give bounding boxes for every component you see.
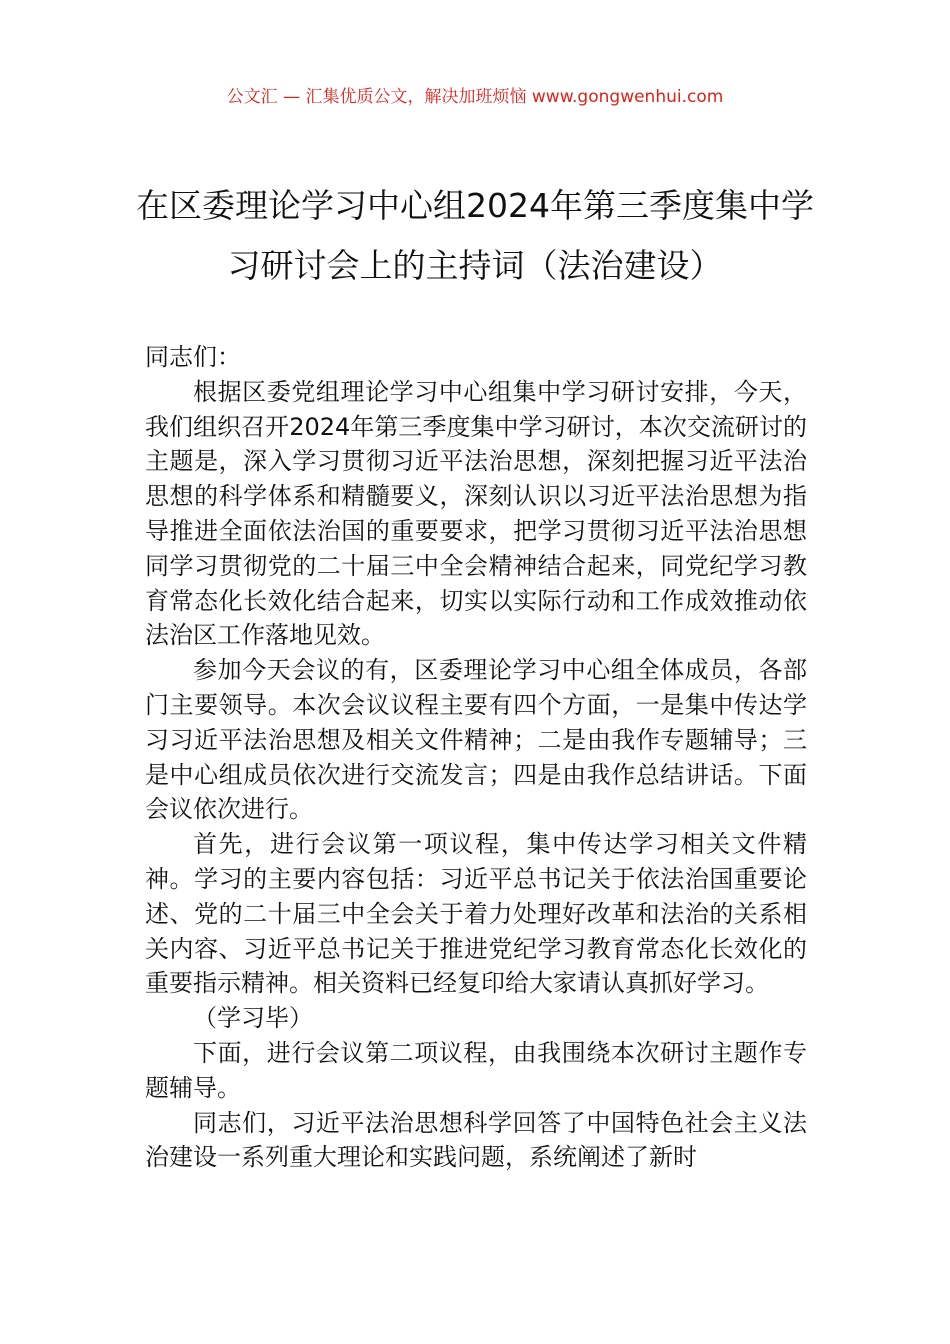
paragraph: 下面，进行会议第二项议程，由我围绕本次研讨主题作专题辅导。 <box>145 1038 807 1102</box>
header-banner: 公文汇 — 汇集优质公文，解决加班烦恼 www.gongwenhui.com <box>226 87 724 107</box>
paragraph: 首先，进行会议第一项议程，集中传达学习相关文件精神。学习的主要内容包括：习近平总书记关于依法治国重要论述、党的二十届三中全会关于着力处理好改革和法治的关系相关内容、习近平总书记关于推进党纪学习教育常态化长效化的重要指示精神。相关资料已经复印给大家请认真抓好学习。 <box>145 830 807 998</box>
paragraph: 根据区委党组理论学习中心组集中学习研讨安排，今天，我们组织召开2024年第三季度集中学习研讨，本次交流研讨的主题是，深入学习贯彻习近平法治思想，深刻把握习近平法治思想的科学体系和精髓要义，深刻认识以习近平法治思想为指导推进全面依法治国的重要要求，把学习贯彻习近平法治思想同学习贯彻党的二十届三中全会精神结合起来，同党纪学习教育常态化长效化结合起来，切实以实际行动和工作成效推动依法治区工作落地见效。 <box>145 377 807 650</box>
paragraph: 同志们，习近平法治思想科学回答了中国特色社会主义法治建设一系列重大理论和实践问题，系统阐述了新时 <box>145 1108 807 1172</box>
document-title: 在区委理论学习中心组2024年第三季度集中学习研讨会上的主持词（法治建设） <box>136 186 814 285</box>
paragraph: 参加今天会议的有，区委理论学习中心组全体成员，各部门主要领导。本次会议议程主要有四个方面，一是集中传达学习习近平法治思想及相关文件精神；二是由我作专题辅导；三是中心组成员依次进行交流发言；四是由我作总结讲话。下面会议依次进行。 <box>145 656 807 824</box>
paragraph: （学习毕） <box>193 1004 313 1033</box>
document-body <box>145 340 807 1175</box>
salutation: 同志们： <box>145 343 241 371</box>
